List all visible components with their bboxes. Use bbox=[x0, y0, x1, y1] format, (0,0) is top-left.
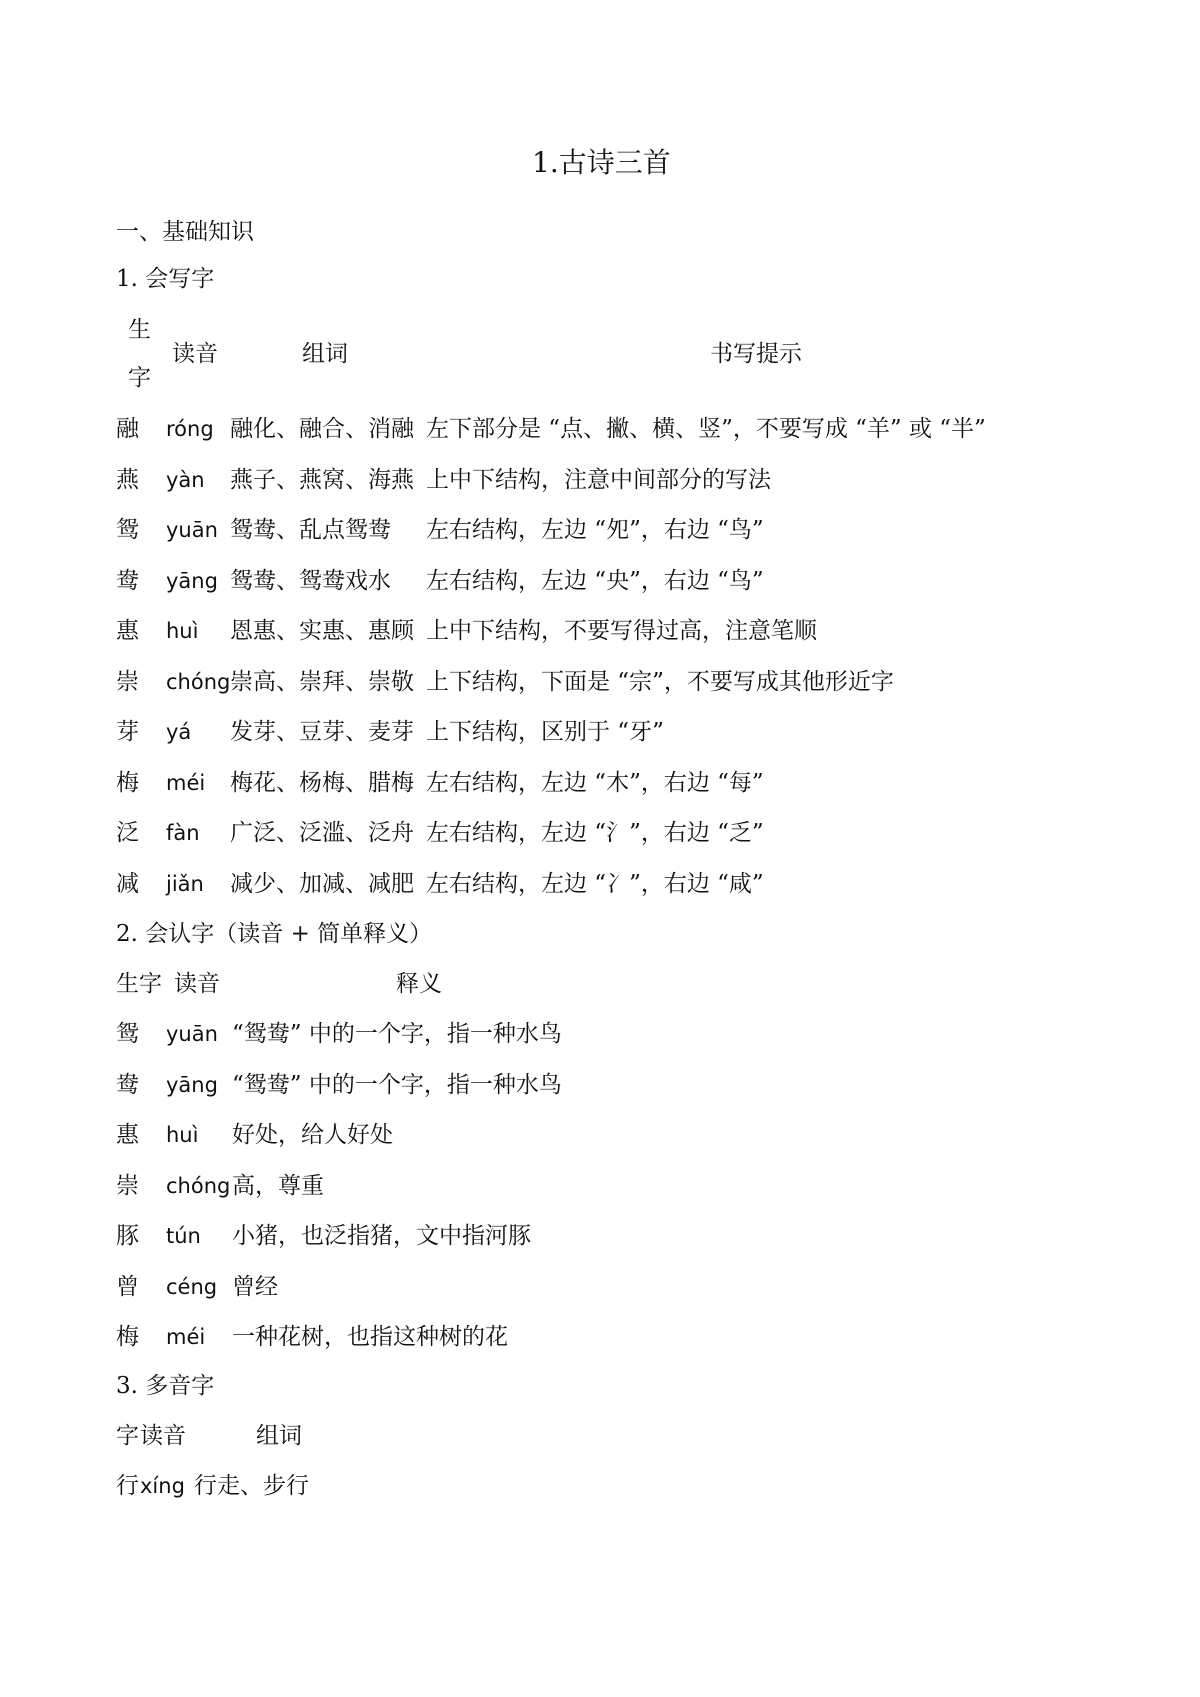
cell-pinyin: tún bbox=[166, 1224, 201, 1248]
cell-words: 崇高、崇拜、崇敬 bbox=[230, 668, 414, 695]
cell-words: 减少、加减、减肥 bbox=[230, 870, 414, 897]
section-heading-basics: 一、基础知识 bbox=[116, 219, 254, 245]
header-words: 组词 bbox=[302, 341, 348, 367]
cell-pinyin: yāng bbox=[166, 568, 218, 593]
header-pinyin: 读音 bbox=[140, 1423, 186, 1449]
header-char: 字 bbox=[116, 1423, 139, 1449]
cell-pinyin: yāng bbox=[166, 1072, 218, 1097]
cell-meaning: “鸳鸯” 中的一个字，指一种水鸟 bbox=[232, 1071, 562, 1098]
cell-pinyin: jiǎn bbox=[166, 871, 204, 896]
cell-tips: 上中下结构，注意中间部分的写法 bbox=[426, 466, 771, 493]
cell-pinyin: yuān bbox=[166, 1022, 218, 1046]
cell-words: 行走、步行 bbox=[194, 1473, 309, 1499]
cell-pinyin: róng bbox=[166, 417, 214, 441]
cell-tips: 左下部分是 “点、撇、横、竖”，不要写成 “羊” 或 “半” bbox=[426, 416, 986, 442]
cell-words: 发芽、豆芽、麦芽 bbox=[230, 719, 414, 745]
cell-meaning: 小猪，也泛指猪，文中指河豚 bbox=[232, 1223, 531, 1249]
cell-pinyin: huì bbox=[166, 619, 199, 643]
cell-char: 减 bbox=[116, 870, 139, 897]
cell-tips: 左右结构，左边 “夗”，右边 “鸟” bbox=[426, 517, 764, 543]
cell-words: 鸳鸯、乱点鸳鸯 bbox=[230, 517, 391, 543]
cell-char: 惠 bbox=[116, 1122, 139, 1148]
cell-char: 惠 bbox=[116, 618, 139, 644]
header-char-top: 生 bbox=[128, 317, 151, 343]
cell-pinyin: chóng bbox=[166, 1173, 231, 1198]
cell-meaning: 曾经 bbox=[232, 1273, 278, 1300]
cell-pinyin: yuān bbox=[166, 518, 218, 542]
cell-words: 恩惠、实惠、惠顾 bbox=[230, 618, 414, 644]
cell-meaning: 好处，给人好处 bbox=[232, 1122, 393, 1148]
header-words: 组词 bbox=[256, 1423, 302, 1449]
cell-words: 燕子、燕窝、海燕 bbox=[230, 466, 414, 493]
cell-char: 崇 bbox=[116, 668, 139, 695]
cell-char: 鸳 bbox=[116, 517, 139, 543]
document-title: 1.古诗三首 bbox=[532, 146, 671, 179]
header-pinyin: 读音 bbox=[174, 971, 220, 997]
cell-char: 豚 bbox=[116, 1223, 139, 1249]
cell-pinyin: xíng bbox=[140, 1474, 185, 1498]
cell-char: 行 bbox=[116, 1473, 139, 1499]
cell-words: 广泛、泛滥、泛舟 bbox=[230, 820, 414, 846]
header-tips: 书写提示 bbox=[710, 341, 802, 367]
cell-pinyin: méi bbox=[166, 1325, 206, 1349]
cell-char: 鸯 bbox=[116, 1071, 139, 1098]
cell-meaning: 一种花树，也指这种树的花 bbox=[232, 1324, 508, 1350]
cell-tips: 上下结构，区别于 “牙” bbox=[426, 719, 664, 745]
cell-pinyin: huì bbox=[166, 1123, 199, 1147]
cell-tips: 左右结构，左边 “氵”，右边 “乏” bbox=[426, 820, 764, 846]
cell-tips: 上下结构，下面是 “宗”，不要写成其他形近字 bbox=[426, 668, 894, 695]
cell-pinyin: chóng bbox=[166, 669, 231, 694]
cell-char: 泛 bbox=[116, 820, 139, 846]
cell-words: 鸳鸯、鸳鸯戏水 bbox=[230, 567, 391, 594]
cell-pinyin: fàn bbox=[166, 821, 200, 845]
cell-char: 融 bbox=[116, 416, 139, 442]
cell-words: 梅花、杨梅、腊梅 bbox=[230, 769, 414, 796]
cell-pinyin: céng bbox=[166, 1274, 218, 1299]
cell-char: 芽 bbox=[116, 719, 139, 745]
cell-pinyin: yá bbox=[166, 720, 192, 744]
cell-char: 曾 bbox=[116, 1273, 139, 1300]
cell-tips: 上中下结构，不要写得过高，注意笔顺 bbox=[426, 618, 817, 644]
cell-char: 崇 bbox=[116, 1172, 139, 1199]
cell-meaning: 高，尊重 bbox=[232, 1172, 324, 1199]
cell-char: 梅 bbox=[116, 769, 139, 796]
cell-char: 鸯 bbox=[116, 567, 139, 594]
header-meaning: 释义 bbox=[396, 971, 442, 997]
cell-char: 鸳 bbox=[116, 1021, 139, 1047]
cell-pinyin: yàn bbox=[166, 467, 205, 492]
cell-tips: 左右结构，左边 “央”，右边 “鸟” bbox=[426, 567, 764, 594]
subheading-writing-chars: 1. 会写字 bbox=[116, 266, 215, 292]
header-pinyin: 读音 bbox=[172, 341, 218, 367]
cell-char: 燕 bbox=[116, 466, 139, 493]
cell-words: 融化、融合、消融 bbox=[230, 416, 414, 442]
cell-tips: 左右结构，左边 “冫”，右边 “咸” bbox=[426, 870, 764, 897]
header-char: 生字 bbox=[116, 971, 162, 997]
subheading-polyphonic: 3. 多音字 bbox=[116, 1373, 215, 1399]
cell-pinyin: méi bbox=[166, 770, 206, 795]
cell-tips: 左右结构，左边 “木”，右边 “每” bbox=[426, 769, 764, 796]
subheading-reading-chars: 2. 会认字（读音 + 简单释义） bbox=[116, 921, 433, 947]
cell-meaning: “鸳鸯” 中的一个字，指一种水鸟 bbox=[232, 1021, 562, 1047]
cell-char: 梅 bbox=[116, 1324, 139, 1350]
header-char-bottom: 字 bbox=[128, 365, 151, 391]
